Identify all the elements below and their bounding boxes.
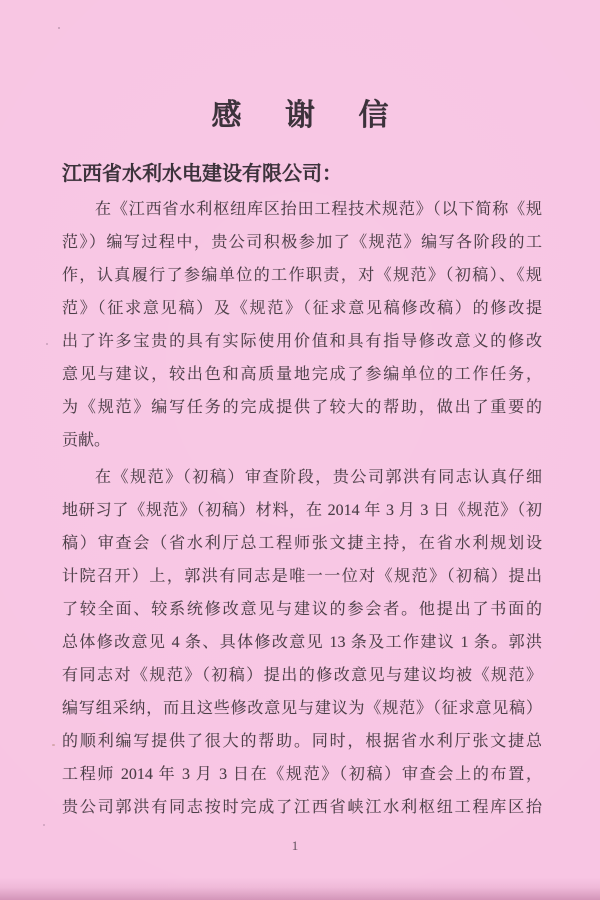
body-line: 编写组采纳，而且这些修改意见与建议为《规范》（征求意见稿） — [62, 700, 542, 717]
body-line: 范》（征求意见稿）及《规范》（征求意见稿修改稿）的修改提 — [62, 300, 542, 317]
paragraph-2 — [62, 461, 542, 824]
body-line: 贡献。 — [62, 432, 111, 449]
letter-title: 感 谢 信 — [211, 99, 407, 132]
scan-speck — [43, 824, 45, 826]
body-line: 总体修改意见 4 条、具体修改意见 13 条及工作建议 1 条。郭洪 — [62, 634, 542, 651]
body-line: 了较全面、较系统修改意见与建议的参会者。他提出了书面的 — [62, 601, 542, 618]
body-line: 范》）编写过程中，贵公司积极参加了《规范》编写各阶段的工 — [62, 234, 542, 251]
body-line: 稿）审查会（省水利厅总工程师张文捷主持，在省水利规划设 — [62, 535, 542, 552]
page-number: 1 — [291, 838, 299, 853]
scan-speck — [52, 744, 55, 746]
body-line: 有同志对《规范》（初稿）提出的修改意见与建议均被《规范》 — [62, 667, 542, 684]
body-line: 意见与建议，较出色和高质量地完成了参编单位的工作任务， — [62, 366, 542, 383]
scan-speck — [46, 343, 48, 345]
salutation: 江西省水利水电建设有限公司： — [62, 163, 342, 185]
body-line: 出了许多宝贵的具有实际使用价值和具有指导修改意义的修改 — [62, 333, 542, 350]
body-line: 在《江西省水利枢纽库区抬田工程技术规范》（以下简称《规 — [95, 201, 542, 218]
body-line: 在《规范》（初稿）审查阶段，贵公司郭洪有同志认真仔细 — [95, 469, 542, 486]
body-line: 地研习了《规范》（初稿）材料，在 2014 年 3 月 3 日《规范》（初 — [62, 502, 542, 519]
paragraph-1 — [62, 193, 542, 457]
body-line: 计院召开）上，郭洪有同志是唯一一位对《规范》（初稿）提出 — [62, 568, 542, 585]
body-line: 贵公司郭洪有同志按时完成了江西省峡江水利枢纽工程库区抬 — [62, 799, 542, 816]
body-line: 为《规范》编写任务的完成提供了较大的帮助，做出了重要的 — [62, 399, 542, 416]
body-line: 工程师 2014 年 3 月 3 日在《规范》（初稿）审查会上的布置， — [62, 766, 542, 783]
body-line: 的顺利编写提供了很大的帮助。同时，根据省水利厅张文捷总 — [62, 733, 542, 750]
body-line: 作，认真履行了参编单位的工作职责，对《规范》（初稿）、《规 — [62, 267, 542, 284]
scan-speck — [58, 27, 60, 29]
